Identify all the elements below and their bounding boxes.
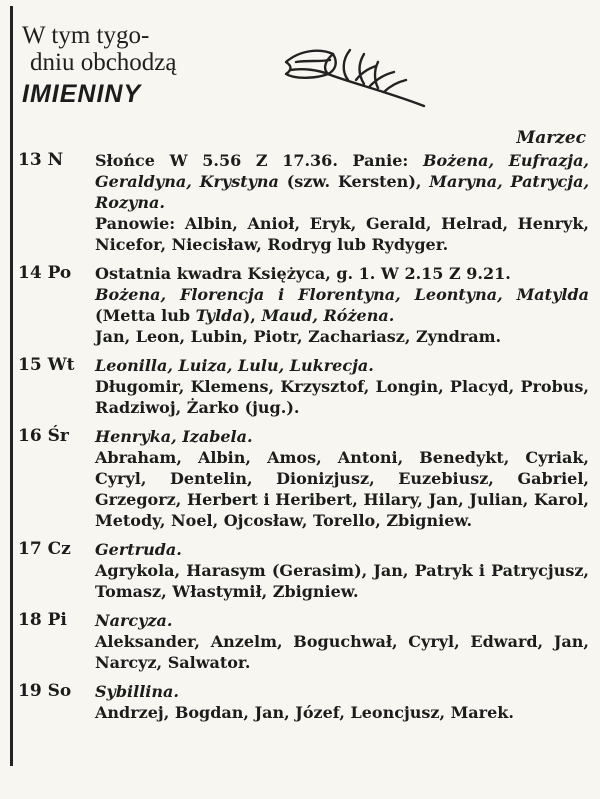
day-label: 15 Wt [18,355,75,375]
men-names: Jan, Leon, Lubin, Piotr, Zachariasz, Zyndram. [95,327,502,346]
day-content [95,539,589,602]
column-header [22,22,176,109]
astronomy-note: Ostatnia kwadra Księżyca, g. 1. W 2.15 Z 9.21. [95,264,511,283]
women-note: (szw. Kersten), [278,172,430,191]
women-note-close: ), [242,306,262,325]
day-entry-18 [18,610,590,673]
men-names: Panowie: Albin, Anioł, Eryk, Gerald, Helrad, Henryk, Nicefor, Niecisław, Rodryg lub Rydyger. [95,214,589,254]
men-names: Aleksander, Anzelm, Boguchwał, Cyryl, Edward, Jan, Narcyz, Salwator. [95,632,589,672]
month-label: Marzec [516,128,586,148]
men-names: Abraham, Albin, Amos, Antoni, Benedykt, Cyriak, Cyryl, Dentelin, Dionizjusz, Euzebiusz, Gabriel, Grzegorz, Herbert i Heribert, Hilary, Jan, Julian, Karol, Metody, Noel, Ojcosław, Torello, Zbigniew. [95,448,589,530]
women-names: Bożena, Eufrazja, Geraldyna, Krystyna [95,151,589,191]
day-label: 16 Śr [18,426,69,446]
header-title-line-1: W tym tygo- [22,22,150,49]
day-entry-19 [18,681,590,723]
women-names-tail: Maud, Różena. [261,306,395,325]
tulip-fern-icon [278,40,428,114]
women-names: Gertruda. [95,540,182,559]
day-content [95,426,589,531]
day-label: 18 Pi [18,610,67,630]
day-label: 19 So [18,681,72,701]
day-entry-16 [18,426,590,531]
day-label: 17 Cz [18,539,71,559]
women-names-extra: Tylda [195,306,243,325]
header-title-word: IMIENINY [22,80,142,108]
women-names: Leonilla, Luiza, Lulu, Lukrecja. [95,356,374,375]
women-prefix: Panie: [337,151,423,170]
day-label: 13 N [18,150,64,170]
women-names-extra: Maryna, Patrycja, Rozyna. [95,172,590,212]
name-day-list [18,150,590,731]
women-names: Sybillina. [95,682,179,701]
header-title-line-2: dniu obchodzą [30,49,177,76]
women-names: Henryka, Izabela. [95,427,253,446]
day-label: 14 Po [18,263,72,283]
day-content [95,681,589,723]
day-entry-15 [18,355,590,418]
day-entry-17 [18,539,590,602]
women-names: Bożena, Florencja i Florentyna, Leontyna, Matylda [95,285,589,304]
day-content [95,610,589,673]
day-content [95,355,589,418]
left-vertical-rule [10,6,13,766]
astronomy-note: Słońce W 5.56 Z 17.36. [95,151,338,170]
men-names: Agrykola, Harasym (Gerasim), Jan, Patryk i Patrycjusz, Tomasz, Włastymił, Zbigniew. [95,561,589,601]
men-names: Andrzej, Bogdan, Jan, Józef, Leoncjusz, Marek. [95,703,514,722]
day-entry-13 [18,150,590,255]
women-names: Narcyza. [95,611,173,630]
day-content [95,150,589,255]
men-names: Długomir, Klemens, Krzysztof, Longin, Placyd, Probus, Radziwoj, Żarko (jug.). [95,377,589,417]
day-content [95,263,589,347]
day-entry-14 [18,263,590,347]
women-note: (Metta lub [95,306,196,325]
